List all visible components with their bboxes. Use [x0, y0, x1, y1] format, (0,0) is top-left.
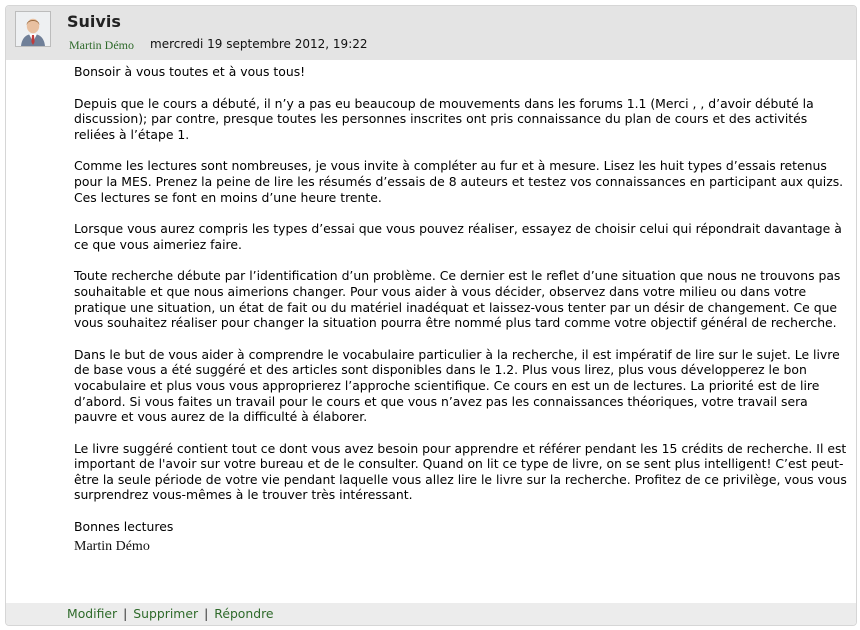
command-separator: |	[123, 606, 128, 621]
post-closing: Bonnes lectures	[74, 519, 174, 535]
edit-link[interactable]: Modifier	[67, 606, 118, 621]
post-paragraph: Dans le but de vous aider à comprendre le vocabulaire particulier à la recherche, il est impératif de lire sur le sujet. Le livre de base vous a été suggéré et des articles sont disponibles dans le 1.2. Plus vous lirez, plus vous développerez le bon vocabulaire et plus vous vous approprierez l’approche scientifique. Ce cours en est un de lectures. La priorité est de lire d’abord. Si vous faites un travail pour le cours et que vous n’avez pas les connaissances théoriques, votre travail sera pauvre et vous aurez de la difficulté à élaborer.	[74, 346, 840, 425]
post-paragraph: Lorsque vous aurez compris les types d’essai que vous pouvez réaliser, essayez de choisir celui qui répondrait davantage à ce que vous aimeriez faire.	[74, 221, 842, 252]
post-commands	[6, 603, 856, 625]
post-date: mercredi 19 septembre 2012, 19:22	[150, 37, 368, 51]
post-subject: Suivis	[67, 12, 121, 31]
command-links	[67, 605, 274, 622]
post-header	[6, 6, 856, 60]
user-avatar-icon[interactable]	[15, 11, 51, 47]
avatar-picture	[16, 12, 50, 46]
reply-link[interactable]: Répondre	[214, 606, 274, 621]
post-paragraph: Depuis que le cours a débuté, il n’y a pas eu beaucoup de mouvements dans les forums 1.1 (Merci , , d’avoir débuté la discussion); par contre, presque toutes les personnes inscrites ont pris connaissance du plan de cours et des activités reliées à l’étape 1.	[74, 95, 814, 142]
delete-link[interactable]: Supprimer	[133, 606, 199, 621]
post-paragraph: Toute recherche débute par l’identification d’un problème. Ce dernier est le reflet d’une situation que nous ne trouvons pas souhaitable et que nous aimerions changer. Pour vous aider à vous décider, observez dans votre milieu ou dans votre pratique une situation, un état de fait ou du matériel inadéquat et laissez-vous tenter par un désir de changement. Ce que vous souhaitez réaliser pour changer la situation pourra être nommé plus tard comme votre objectif général de recherche.	[74, 268, 841, 331]
post-signature: Martin Démo	[74, 538, 150, 554]
post-paragraph: Le livre suggéré contient tout ce dont vous avez besoin pour apprendre et référer pendant les 15 crédits de recherche. Il est important de l'avoir sur votre bureau et de le consulter. Quand on lit ce type de livre, on se sent plus intelligent! C’est peut-être la seule période de votre vie pendant laquelle vous allez lire le livre sur la recherche. Profitez de ce privilège, vous vous surprendrez vous-mêmes à le trouver très intéressant.	[74, 440, 847, 503]
post-paragraph: Bonsoir à vous toutes et à vous tous!	[74, 64, 306, 79]
command-separator: |	[204, 606, 209, 621]
author-link[interactable]: Martin Démo	[69, 38, 134, 52]
forum-post	[5, 5, 857, 626]
post-paragraph: Comme les lectures sont nombreuses, je vous invite à compléter au fur et à mesure. Lisez les huit types d’essais retenus pour la MES. Prenez la peine de lire les résumés d’essais de 8 auteurs et testez vos connaissances en participant aux quizs. Ces lectures se font en moins d’une heure trente.	[74, 158, 844, 205]
post-body	[74, 64, 852, 556]
